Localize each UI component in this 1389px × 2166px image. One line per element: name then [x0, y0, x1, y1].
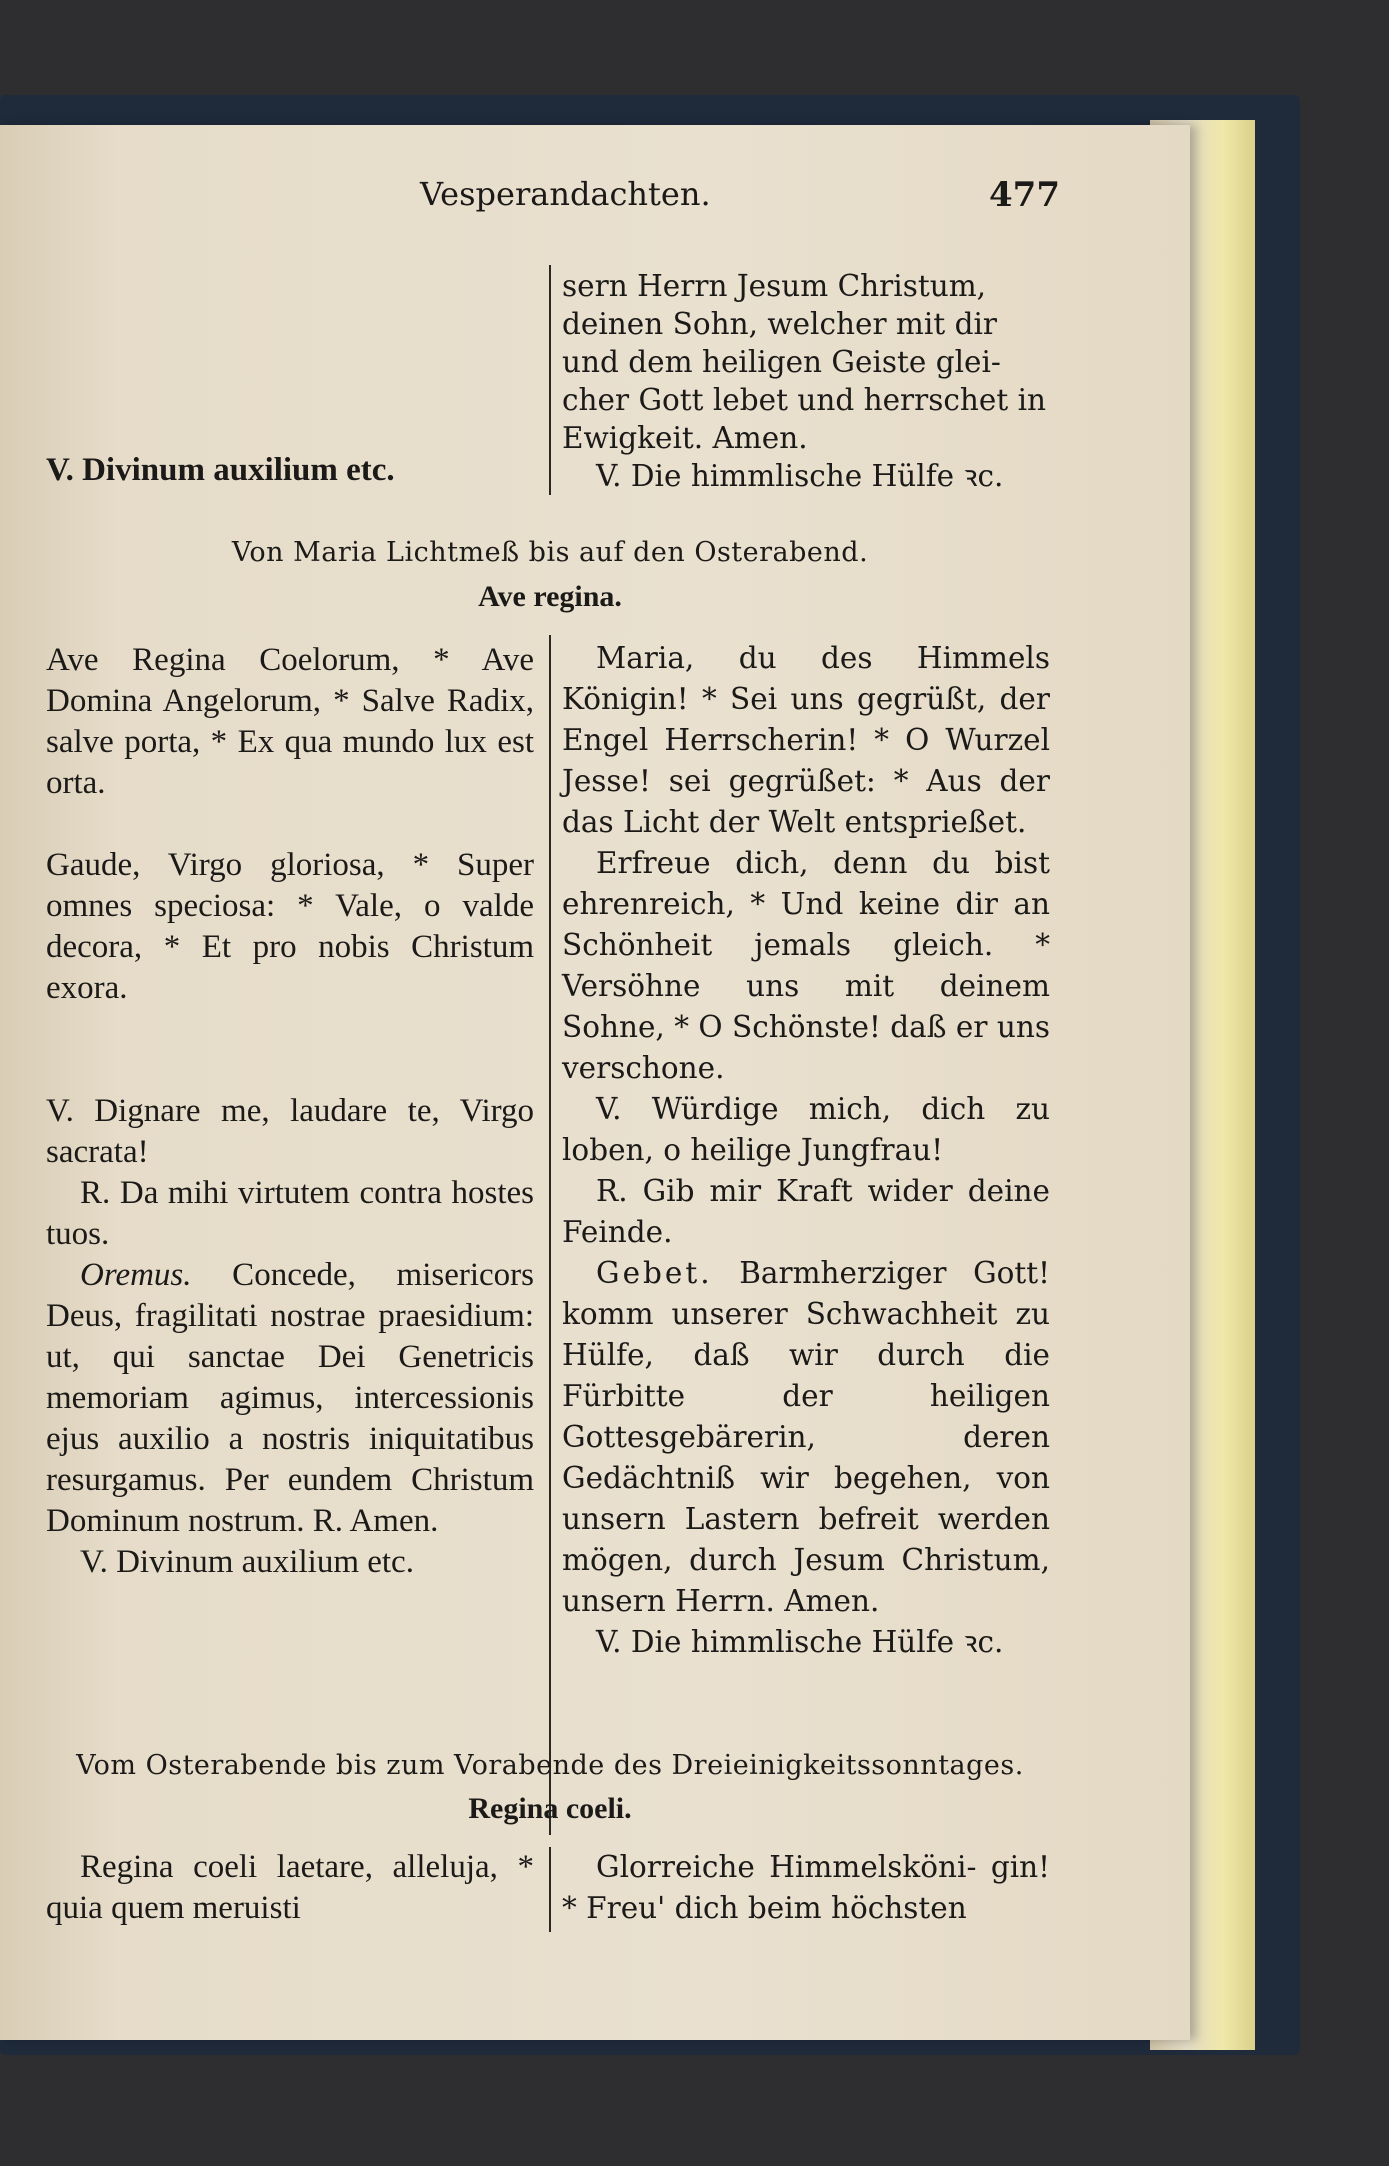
latin-stanza-2: Gaude, Virgo gloriosa, * Super omnes speciosa: * Vale, o valde decora, * Et pro nobis Christum exora. — [46, 847, 534, 1006]
section2-right — [562, 638, 1050, 1663]
german-stanza-1: Maria, du des Himmels Königin! * Sei uns gegrüßt, der Engel Herrscherin! * O Wurzel Jesse! sei gegrüßet: * Aus der das Licht der Welt entsprießet. — [562, 641, 1050, 839]
left-closing-versicle: V. Divinum auxilium etc. — [46, 452, 395, 488]
section2-rubric: Von Maria Lichtmeß bis auf den Osterabend. — [231, 537, 869, 568]
section2-left — [46, 640, 534, 1583]
running-title: Vesperandachten. — [420, 175, 711, 213]
section3-left — [46, 1847, 534, 1929]
page-number: 477 — [989, 175, 1060, 215]
oremus-text: Concede, misericors Deus, fragilitati nostrae praesidium: ut, qui sanctae Dei Genetricis memoriam agimus, intercessionis ejus auxilio a nostris iniquitatibus resurgamus. Per eundem Christum Dominum nostrum. R. Amen. — [46, 1257, 534, 1539]
right-line-3: und dem heiligen Geiste glei- — [562, 345, 1001, 379]
german-response: R. Gib mir Kraft wider deine Feinde. — [562, 1174, 1050, 1249]
right-line-4: cher Gott lebet und herrschet in — [562, 383, 1047, 417]
german-closing-versicle: V. Die himmlische Hülfe ꝛc. — [596, 1625, 1004, 1659]
latin-response: R. Da mihi virtutem contra hostes tuos. — [46, 1175, 534, 1252]
section1-left — [46, 450, 534, 491]
right-line-5: Ewigkeit. Amen. — [562, 421, 808, 455]
column-divider — [549, 635, 551, 1835]
latin-oremus — [46, 1255, 534, 1542]
latin-versicle: V. Dignare me, laudare te, Virgo sacrata! — [46, 1093, 534, 1170]
regina-coeli-german: Glorreiche Himmelsköni- gin! * Freu' dich beim höchsten — [562, 1850, 1050, 1925]
section1-right — [562, 267, 1050, 495]
column-divider — [549, 1847, 551, 1932]
german-versicle: V. Würdige mich, dich zu loben, o heilige Jungfrau! — [562, 1092, 1050, 1167]
right-line-2: deinen Sohn, welcher mit dir — [562, 307, 997, 341]
german-prayer — [562, 1253, 1050, 1622]
latin-closing-versicle: V. Divinum auxilium etc. — [80, 1544, 414, 1580]
section3-rubric: Vom Osterabende bis zum Vorabende des Dreieinigkeitssonntages. — [76, 1750, 1024, 1781]
oremus-word: Oremus. — [80, 1257, 192, 1293]
section3-right — [562, 1847, 1050, 1929]
gebet-text: Barmherziger Gott! komm unserer Schwachheit zu Hülfe, daß wir durch die Fürbitte der heiligen Gottesgebärerin, deren Gedächtniß wir begehen, von unsern Lastern befreit werden mögen, durch Jesum Christum, unsern Herrn. Amen. — [562, 1256, 1050, 1618]
section3-heading: Regina coeli. — [468, 1792, 632, 1825]
running-head — [40, 175, 1060, 225]
right-closing-versicle: V. Die himmlische Hülfe ꝛc. — [596, 459, 1004, 493]
german-stanza-2: Erfreue dich, denn du bist ehrenreich, * Und keine dir an Schönheit jemals gleich. * Versöhne uns mit deinem Sohne, * O Schönste! daß er uns verschone. — [562, 846, 1050, 1085]
book-page — [0, 125, 1190, 2040]
column-divider — [549, 265, 551, 495]
latin-stanza-1: Ave Regina Coelorum, * Ave Domina Angelorum, * Salve Radix, salve porta, * Ex qua mundo lux est orta. — [46, 642, 534, 801]
regina-coeli-latin: Regina coeli laetare, alleluja, * quia quem meruisti — [46, 1849, 534, 1926]
gebet-word: Gebet. — [596, 1256, 713, 1290]
section2-heading: Ave regina. — [478, 580, 622, 613]
right-line-1: sern Herrn Jesum Christum, — [562, 269, 987, 303]
